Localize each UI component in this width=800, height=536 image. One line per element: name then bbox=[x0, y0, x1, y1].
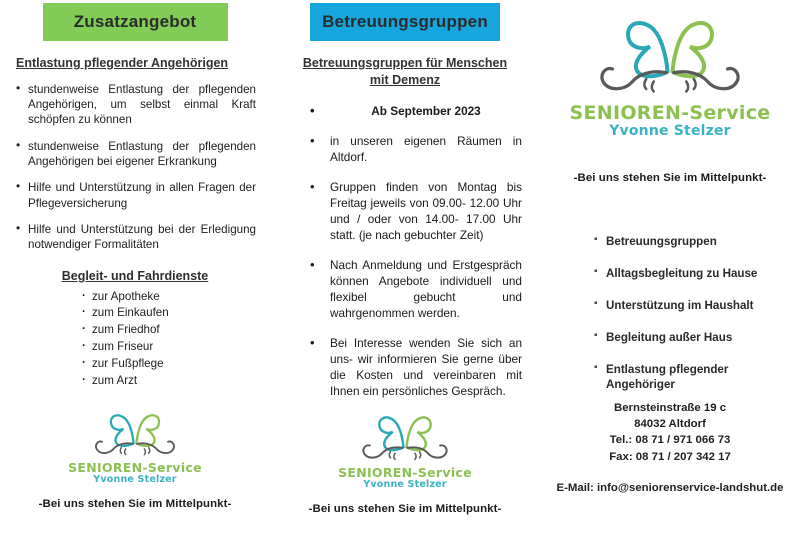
logo-subname: Yvonne Stelzer bbox=[609, 123, 731, 139]
heading-line-2: mit Demenz bbox=[369, 72, 441, 87]
list-item: • Hilfe und Unterstützung bei der Erledigung notwendiger Formalitäten bbox=[14, 222, 256, 253]
list-item: · zum Arzt bbox=[82, 373, 256, 390]
contact-city: 84032 Altdorf bbox=[634, 418, 706, 431]
heading-entlastung: Entlastung pflegender Angehörigen bbox=[16, 56, 229, 70]
list-entlastung-leistungen bbox=[14, 82, 256, 253]
contact-email[interactable]: E-Mail: info@seniorenservice-landshut.de bbox=[556, 481, 784, 494]
heading-betreuungsgruppen-demenz bbox=[284, 55, 526, 89]
list-item: ▪ Betreuungsgruppen bbox=[594, 234, 790, 249]
contact-block bbox=[550, 400, 790, 496]
banner-zusatzangebot: Zusatzangebot bbox=[43, 3, 228, 41]
contact-street: Bernsteinstraße 19 c bbox=[613, 402, 727, 414]
butterfly-logo-icon bbox=[595, 14, 745, 104]
panel-kontakt bbox=[540, 0, 800, 536]
list-item: • stundenweise Entlastung der pflegenden Angehörigen, um selbst einmal Kraft schöpfen zu können bbox=[14, 82, 256, 128]
list-item-start-date: • Ab September 2023 bbox=[310, 103, 522, 119]
logo-name: SENIOREN-Service bbox=[338, 465, 472, 480]
logo-middle bbox=[284, 412, 526, 490]
list-item: • Gruppen finden von Montag bis Freitag jeweils von 09.00- 12.00 Uhr und / oder von 14.00- 17.00 Uhr statt. (je nach gebuchter Zeit) bbox=[310, 179, 522, 243]
list-item: ▪ Unterstützung im Haushalt bbox=[594, 298, 790, 313]
list-betreuungsgruppen-info bbox=[284, 103, 526, 399]
list-item: • Hilfe und Unterstützung in allen Fragen der Pflegeversicherung bbox=[14, 180, 256, 211]
logo-left bbox=[14, 410, 256, 485]
panel-zusatzangebot bbox=[0, 0, 270, 536]
banner-betreuungsgruppen: Betreuungsgruppen bbox=[310, 3, 500, 41]
logo-right bbox=[550, 14, 790, 139]
logo-subname: Yvonne Stelzer bbox=[363, 479, 447, 490]
list-item: ▪ Begleitung außer Haus bbox=[594, 330, 790, 345]
list-item: • stundenweise Entlastung der pflegenden Angehörigen bei eigener Erkrankung bbox=[14, 139, 256, 170]
tagline-left: -Bei uns stehen Sie im Mittelpunkt- bbox=[38, 498, 232, 510]
contact-phone: Tel.: 08 71 / 971 066 73 bbox=[609, 434, 731, 447]
list-item: · zum Einkaufen bbox=[82, 305, 256, 322]
list-angebote bbox=[550, 234, 790, 409]
tagline-middle: -Bei uns stehen Sie im Mittelpunkt- bbox=[308, 503, 502, 515]
list-item: • Nach Anmeldung und Erstgespräch können Angebote individuell und flexibel gebucht und wahrgenommen werden. bbox=[310, 257, 522, 321]
list-item: · zur Apotheke bbox=[82, 289, 256, 306]
butterfly-logo-icon bbox=[92, 410, 178, 462]
list-item: · zum Friseur bbox=[82, 339, 256, 356]
contact-fax: Fax: 08 71 / 207 342 17 bbox=[609, 450, 731, 463]
list-fahrdienste bbox=[14, 289, 256, 390]
list-item: • Bei Interesse wenden Sie sich an uns- wir informieren Sie gerne über die Kosten und vereinbaren mit Ihnen ein persönliches Gespräch. bbox=[310, 335, 522, 399]
heading-begleit-und-fahrdienste: Begleit- und Fahrdienste bbox=[61, 268, 209, 283]
logo-name: SENIOREN-Service bbox=[569, 102, 771, 124]
butterfly-logo-icon bbox=[359, 412, 451, 467]
panel-betreuungsgruppen bbox=[270, 0, 540, 536]
list-item: ▪ Alltagsbegleitung zu Hause bbox=[594, 266, 790, 281]
logo-name: SENIOREN-Service bbox=[68, 460, 202, 475]
logo-subname: Yvonne Stelzer bbox=[93, 474, 177, 485]
list-item: · zur Fußpflege bbox=[82, 356, 256, 373]
heading-line-1: Betreuungsgruppen für Menschen bbox=[302, 56, 508, 70]
list-item: • in unseren eigenen Räumen in Altdorf. bbox=[310, 133, 522, 165]
tagline-right: -Bei uns stehen Sie im Mittelpunkt- bbox=[573, 172, 767, 184]
list-item: · zum Friedhof bbox=[82, 322, 256, 339]
list-item: ▪ Entlastung pflegender Angehöriger bbox=[594, 362, 790, 392]
